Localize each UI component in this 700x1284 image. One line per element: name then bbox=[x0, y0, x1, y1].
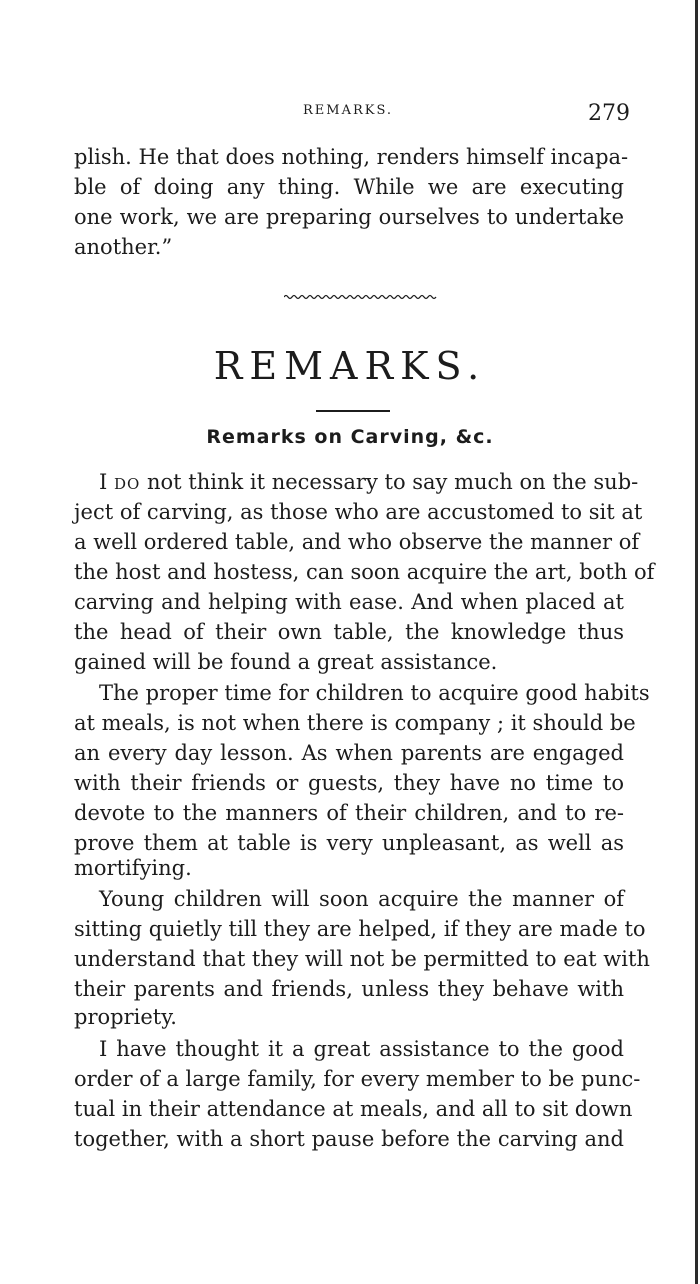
text-line: prove them at table is very unpleasant, as well as bbox=[74, 831, 624, 855]
text-line: mortifying. bbox=[74, 856, 192, 880]
text-line: with their friends or guests, they have no time to bbox=[74, 771, 624, 795]
text-line: The proper time for children to acquire good habits bbox=[99, 681, 650, 705]
text-line: plish. He that does nothing, renders himself incapa- bbox=[74, 145, 629, 169]
text-line: tual in their attendance at meals, and all to sit down bbox=[74, 1097, 633, 1121]
text-line: another.” bbox=[74, 235, 173, 259]
ornamental-rule bbox=[284, 294, 438, 300]
text-line: gained will be found a great assistance. bbox=[74, 650, 498, 674]
section-title: REMARKS. bbox=[213, 344, 487, 388]
text-line: one work, we are preparing ourselves to undertake bbox=[74, 205, 624, 229]
paragraph-first-line bbox=[99, 467, 639, 499]
text-line: carving and helping with ease. And when placed at bbox=[74, 590, 624, 614]
text-line: ject of carving, as those who are accustomed to sit at bbox=[74, 500, 643, 524]
text-line: ble of doing any thing. While we are executing bbox=[74, 175, 624, 199]
text-line: Young children will soon acquire the manner of bbox=[99, 887, 624, 911]
text-line: at meals, is not when there is company ; it should be bbox=[74, 711, 636, 735]
text-line: I have thought it a great assistance to the good bbox=[99, 1037, 624, 1061]
text-line: the host and hostess, can soon acquire the art, both of bbox=[74, 560, 655, 584]
page-edge bbox=[695, 0, 698, 1284]
text-line: together, with a short pause before the carving and bbox=[74, 1127, 624, 1151]
first-line-rest: not think it necessary to say much on the sub- bbox=[140, 470, 639, 494]
title-rule bbox=[316, 410, 390, 412]
subsection-title: Remarks on Carving, &c. bbox=[206, 426, 494, 448]
text-line: understand that they will not be permitted to eat with bbox=[74, 947, 650, 971]
text-line: order of a large family, for every member to be punc- bbox=[74, 1067, 641, 1091]
running-title: REMARKS. bbox=[303, 103, 394, 118]
text-line: sitting quietly till they are helped, if they are made to bbox=[74, 917, 646, 941]
text-line: propriety. bbox=[74, 1005, 177, 1029]
text-line: the head of their own table, the knowledge thus bbox=[74, 620, 624, 644]
running-header bbox=[0, 103, 700, 127]
text-line: an every day lesson. As when parents are engaged bbox=[74, 741, 624, 765]
text-line: a well ordered table, and who observe the manner of bbox=[74, 530, 640, 554]
text-line: their parents and friends, unless they behave with bbox=[74, 977, 624, 1001]
text-line: devote to the manners of their children, and to re- bbox=[74, 801, 624, 825]
smallcaps-word: DO bbox=[113, 475, 141, 493]
page-number: 279 bbox=[588, 101, 630, 126]
dropcap: I bbox=[99, 470, 114, 494]
